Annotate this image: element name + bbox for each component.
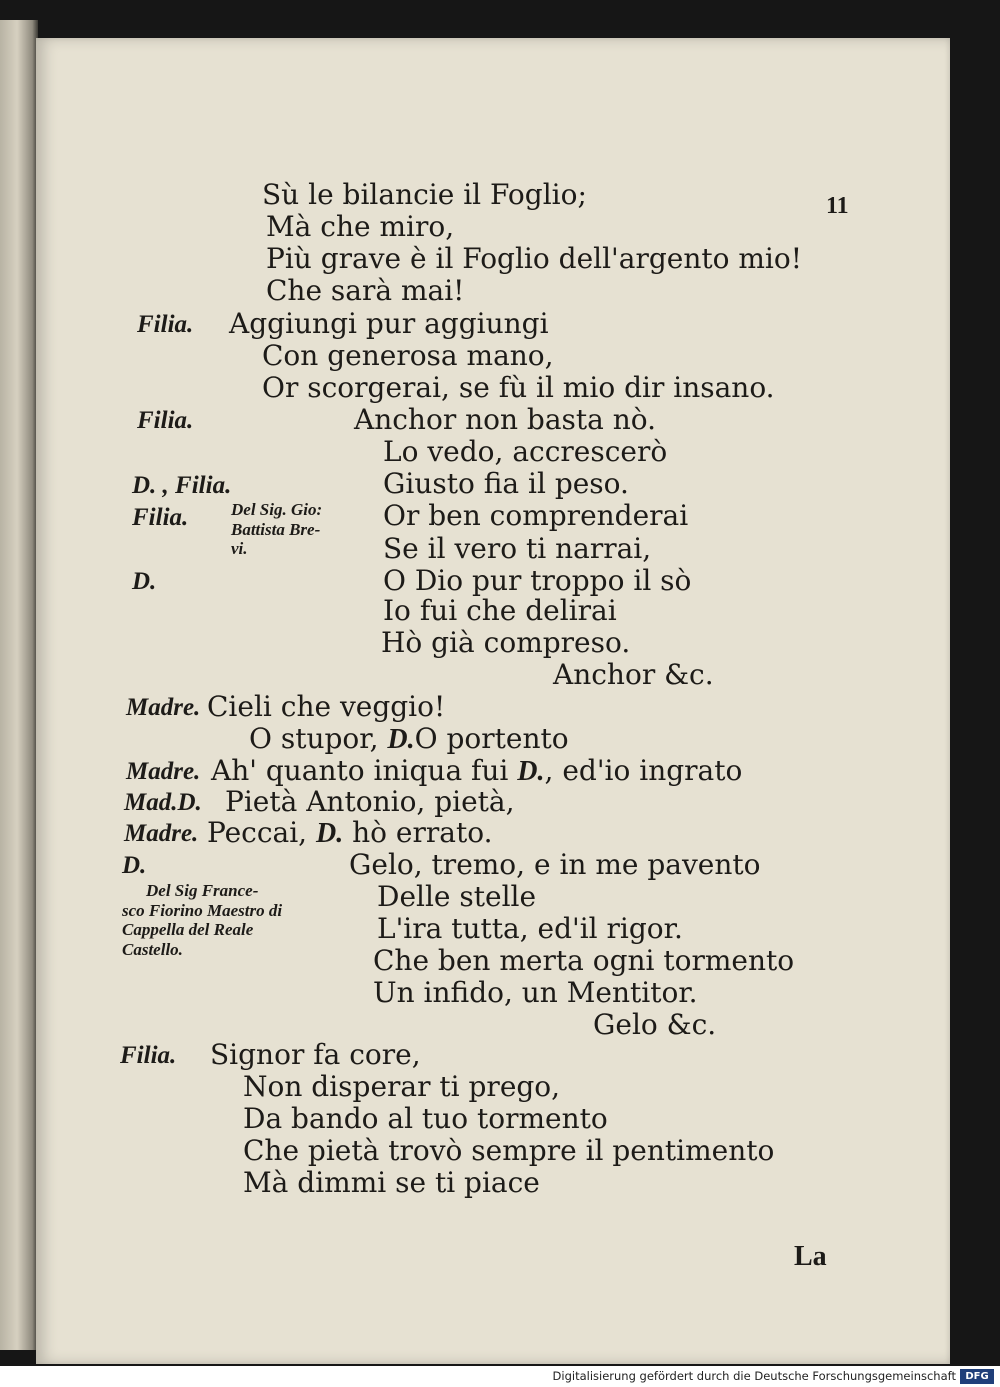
verse-line: Or scorgerai, se fù il mio dir insano. — [262, 371, 775, 404]
page-number: 11 — [826, 193, 849, 219]
verse-line: Pietà Antonio, pietà, — [225, 785, 515, 818]
verse-line: Anchor &c. — [553, 658, 714, 691]
verse-line: Gelo &c. — [593, 1008, 717, 1041]
composer-credit — [231, 500, 322, 559]
verse-text: hò errato. — [352, 816, 493, 849]
inline-speaker: D. — [387, 724, 415, 755]
verse-line: Delle stelle — [377, 880, 537, 913]
verse-line: Or ben comprenderai — [383, 499, 689, 532]
verse-line: Che sarà mai! — [266, 274, 465, 307]
speaker-label: Filia. — [137, 407, 194, 434]
verse-line: Se il vero ti narrai, — [383, 532, 652, 565]
catchword: La — [794, 1241, 827, 1272]
dfg-logo: DFG — [960, 1369, 994, 1384]
verse-line: Giusto fia il peso. — [383, 467, 629, 500]
verse-line: Con generosa mano, — [262, 339, 554, 372]
speaker-label: Madre. — [124, 820, 199, 847]
verse-line: Gelo, tremo, e in me pavento — [349, 848, 761, 881]
credit-line: Cappella del Reale — [122, 920, 254, 940]
credit-line: Castello. — [122, 939, 183, 959]
inline-speaker: D. — [315, 818, 344, 849]
inline-speaker: D. — [517, 756, 545, 787]
speaker-label: Filia. — [137, 311, 194, 338]
verse-text: , ed'io ingrato — [544, 754, 743, 787]
verse-line: Lo vedo, accrescerò — [383, 435, 668, 468]
footer-credit: Digitalisierung gefördert durch die Deutsche Forschungsgemeinschaft — [552, 1369, 956, 1383]
speaker-label: D. — [132, 568, 157, 595]
speaker-label: D. — [122, 852, 147, 879]
verse-line — [207, 816, 493, 849]
verse-text: O portento — [414, 722, 569, 755]
speaker-label: D. , Filia. — [132, 472, 232, 499]
credit-line: Battista Bre- — [231, 519, 321, 539]
verse-line: Anchor non basta nò. — [354, 403, 657, 436]
verse-line: Cieli che veggio! — [207, 690, 446, 723]
facing-page-edge — [0, 20, 38, 1350]
composer-credit — [122, 881, 282, 959]
verse-line: Un infido, un Mentitor. — [373, 976, 698, 1009]
speaker-label: Madre. — [126, 758, 201, 785]
verse-line: Io fui che delirai — [383, 594, 617, 627]
digitization-footer — [0, 1366, 1000, 1387]
credit-line: Del Sig. Gio: — [231, 500, 323, 519]
verse-line: Più grave è il Foglio dell'argento mio! — [266, 242, 802, 275]
speaker-label: Filia. — [132, 504, 189, 531]
verse-line: L'ira tutta, ed'il rigor. — [377, 912, 683, 945]
verse-line: Mà che miro, — [266, 210, 455, 243]
credit-line: sco Fiorino Maestro di — [122, 900, 283, 920]
verse-text: Ah' quanto iniqua fui — [211, 754, 509, 787]
verse-line: O Dio pur troppo il sò — [383, 564, 692, 597]
verse-line: Sù le bilancie il Foglio; — [262, 178, 587, 211]
verse-line — [249, 722, 569, 755]
verse-line: Che pietà trovò sempre il pentimento — [243, 1134, 775, 1167]
speaker-label: Mad.D. — [124, 789, 202, 816]
verse-text: Peccai, — [207, 816, 308, 849]
verse-line: Aggiungi pur aggiungi — [229, 307, 549, 340]
credit-line: vi. — [231, 539, 248, 559]
credit-line: Del Sig France- — [146, 881, 259, 900]
speaker-label: Filia. — [120, 1042, 177, 1069]
book-page — [36, 38, 950, 1364]
verse-line: Che ben merta ogni tormento — [373, 944, 795, 977]
verse-line: Signor fa core, — [210, 1038, 421, 1071]
verse-line: Non disperar ti prego, — [243, 1070, 561, 1103]
speaker-label: Madre. — [126, 694, 201, 721]
verse-text: O stupor, — [249, 722, 379, 755]
verse-line: Da bando al tuo tormento — [243, 1102, 608, 1135]
verse-line: Hò già compreso. — [381, 626, 631, 659]
verse-line: Mà dimmi se ti piace — [243, 1166, 540, 1199]
verse-line — [211, 754, 743, 787]
